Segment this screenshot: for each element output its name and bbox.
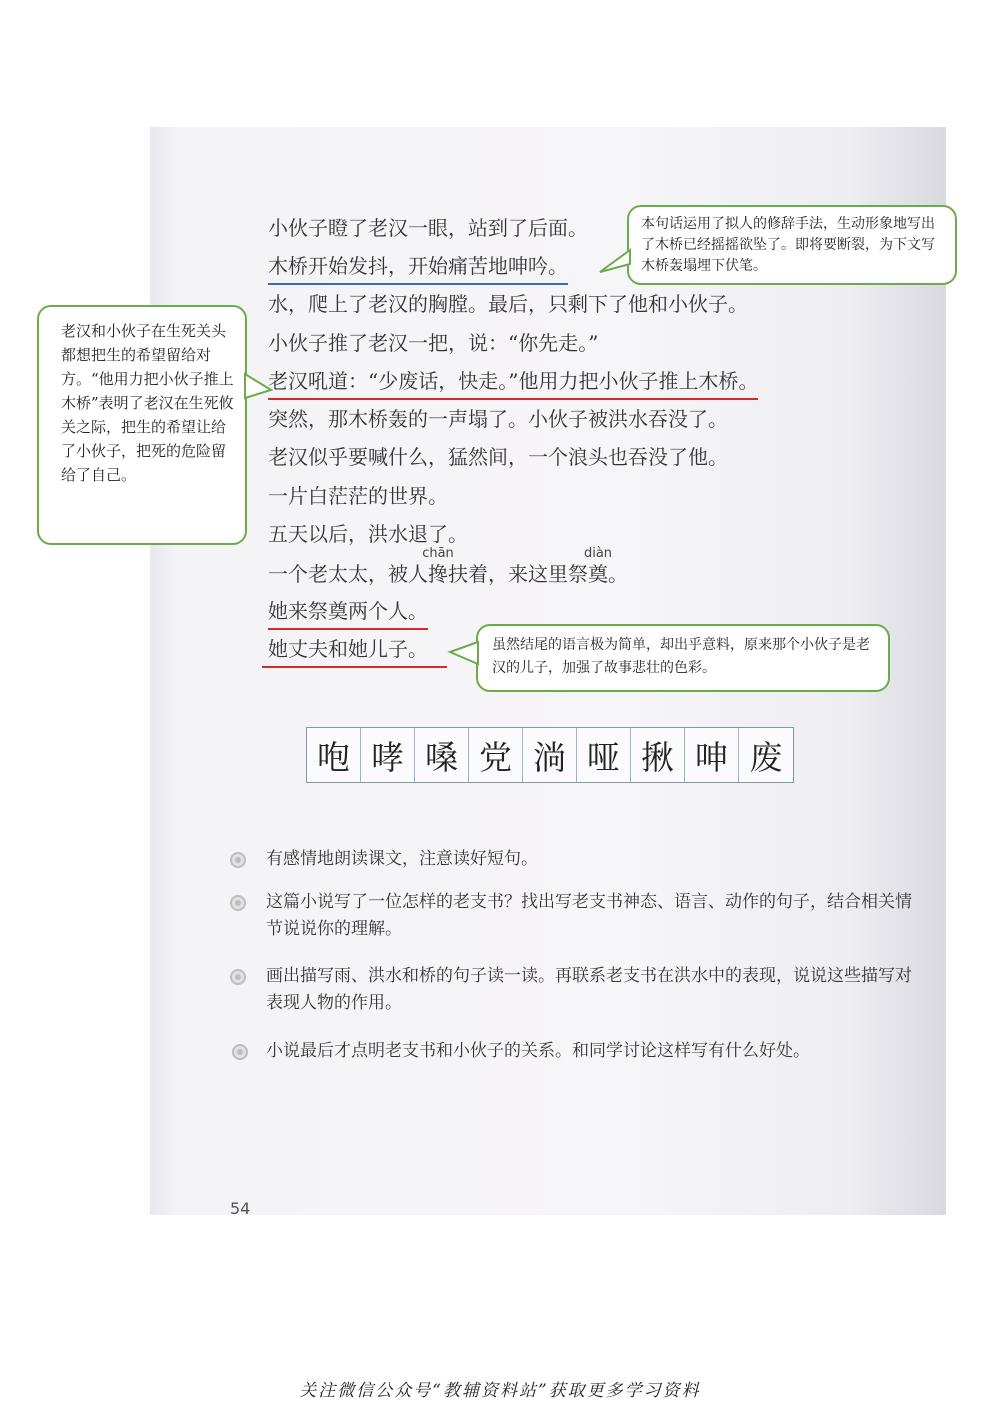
- footer-watermark: 关注微信公众号“教辅资料站”获取更多学习资料: [299, 1381, 701, 1401]
- question-item: 小说最后才点明老支书和小伙子的关系。和同学讨论这样写有什么好处。: [266, 1041, 810, 1061]
- story-line-with-pinyin: [268, 546, 628, 587]
- ruby-text-part: 一个老太太，被人: [268, 562, 428, 586]
- question-item: 画出描写雨、洪水和桥的句子读一读。再联系老支书在洪水中的表现，说说这些描写对表现人物的作用。: [266, 966, 912, 1013]
- character-cell: 哮: [361, 728, 415, 782]
- ruby-text-part: 扶着，来这里祭: [448, 562, 588, 586]
- annotation-note-left: 老汉和小伙子在生死关头都想把生的希望留给对方。“他用力把小伙子推上木桥”表明了老汉在生死攸关之际，把生的希望让给了小伙子，把死的危险留给了自己。: [37, 305, 247, 545]
- annotation-note-top-right: 本句话运用了拟人的修辞手法，生动形象地写出了木桥已经摇摇欲坠了。即将要断裂，为下文写木桥轰塌埋下伏笔。: [627, 205, 957, 285]
- story-line: 五天以后，洪水退了。: [268, 522, 468, 546]
- page-number: 54: [230, 1199, 251, 1218]
- ruby-char: [583, 546, 613, 587]
- question-bullet-icon: [232, 1044, 248, 1060]
- red-underline: [262, 666, 447, 668]
- story-line: 突然，那木桥轰的一声塌了。小伙子被洪水吞没了。: [268, 407, 728, 431]
- character-cell: 揪: [631, 728, 685, 782]
- story-line: 一片白茫茫的世界。: [268, 484, 448, 508]
- ruby-char: [422, 546, 454, 587]
- story-line: 小伙子瞪了老汉一眼，站到了后面。: [268, 216, 588, 240]
- story-line-underlined-blue: 木桥开始发抖，开始痛苦地呻吟。: [268, 253, 568, 285]
- character-cell: 咆: [307, 728, 361, 782]
- question-bullet-icon: [230, 852, 246, 868]
- story-line-underlined-red: 老汉吼道：“少废话，快走。”他用力把小伙子推上木桥。: [268, 368, 758, 400]
- annotated-char: 奠: [588, 562, 608, 586]
- character-cell: 废: [749, 737, 783, 777]
- story-line: 她丈夫和她儿子。: [268, 637, 428, 661]
- story-line: 水，爬上了老汉的胸膛。最后，只剩下了他和小伙子。: [268, 292, 748, 316]
- character-grid: [306, 727, 794, 783]
- annotated-char: 搀: [428, 562, 448, 586]
- character-cell: 党: [469, 728, 523, 782]
- character-cell: 呻: [685, 728, 739, 782]
- story-line: 老汉似乎要喊什么，猛然间，一个浪头也吞没了他。: [268, 445, 728, 469]
- character-cell: 嗓: [415, 728, 469, 782]
- question-bullet-icon: [230, 969, 246, 985]
- note-pointer: [448, 640, 480, 668]
- question-item: 这篇小说写了一位怎样的老支书？找出写老支书神态、语言、动作的句子，结合相关情节说说你的理解。: [266, 892, 912, 939]
- character-cell: 淌: [523, 728, 577, 782]
- story-line-underlined-red: 她来祭奠两个人。: [268, 598, 428, 630]
- pinyin-annotation: chān: [422, 546, 454, 561]
- annotation-note-bottom-right: 虽然结尾的语言极为简单，却出乎意料，原来那个小伙子是老汉的儿子，加强了故事悲壮的色彩。: [476, 624, 890, 692]
- question-bullet-icon: [230, 895, 246, 911]
- note-pointer: [243, 372, 273, 402]
- note-pointer: [598, 248, 632, 278]
- character-cell: 哑: [577, 728, 631, 782]
- question-item: 有感情地朗读课文，注意读好短句。: [266, 849, 538, 869]
- ruby-text-part: 。: [608, 562, 628, 586]
- pinyin-annotation: diàn: [583, 546, 613, 561]
- story-line: 小伙子推了老汉一把，说：“你先走。”: [268, 331, 599, 355]
